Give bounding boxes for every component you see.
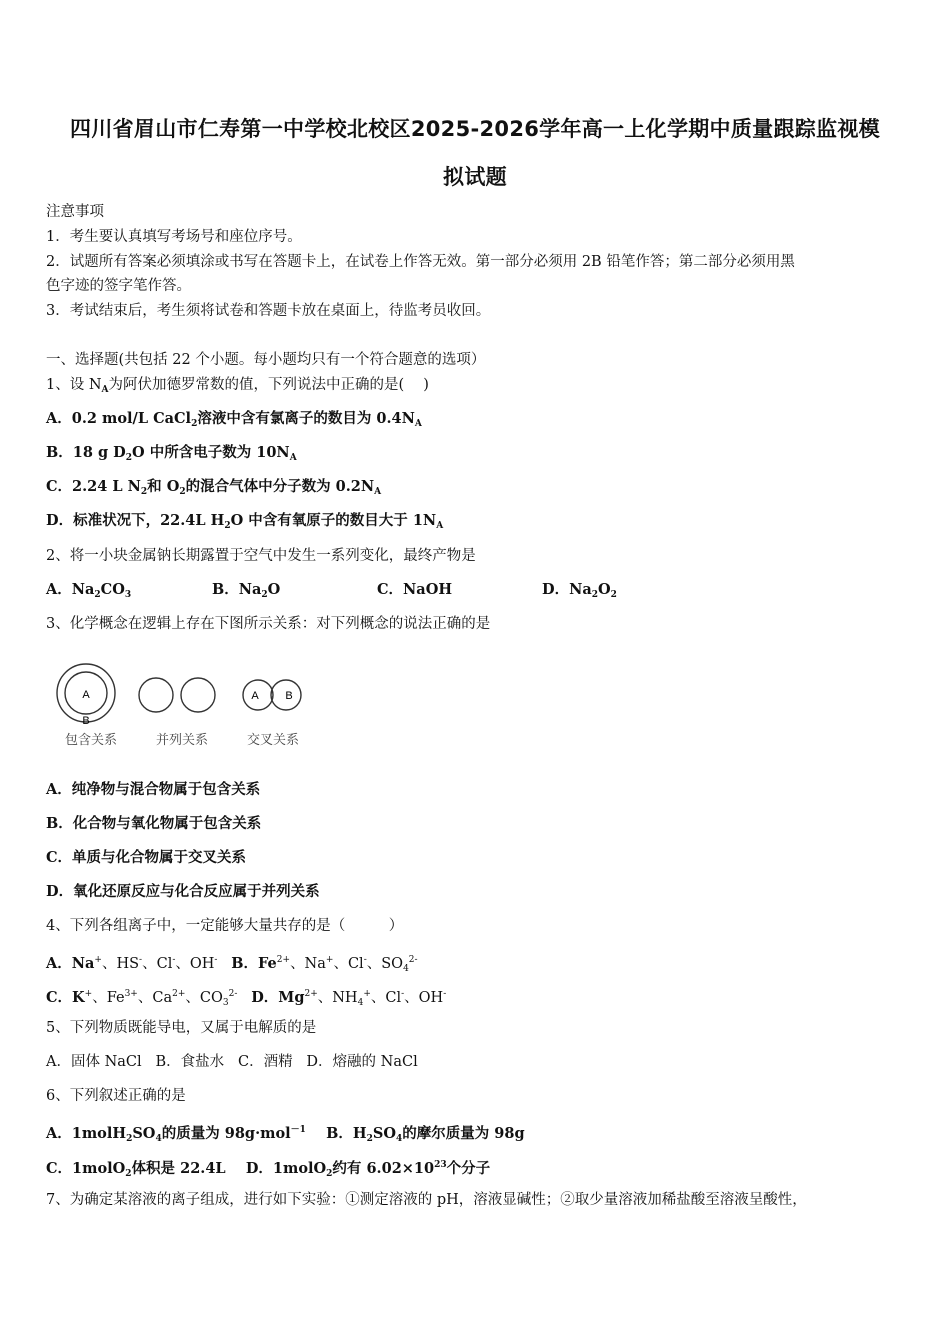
question-7-stem: 7、为确定某溶液的离子组成，进行如下实验：①测定溶液的 pH，溶液显碱性；②取少量溶液加稀盐酸至溶液呈酸性，	[46, 1192, 807, 1208]
question-6-option-c: C．1molO$_2$体积是 22.4L	[46, 1160, 226, 1179]
question-2-option-d: D．$Na_2O_2$	[542, 581, 617, 600]
notice-item-2-cont: 色字迹的签字笔作答。	[46, 278, 191, 294]
exam-title-line2: 拟试题	[443, 165, 507, 189]
notice-item-2: 2．试题所有答案必须填涂或书写在答题卡上，在试卷上作答无效。第一部分必须用 2B 铅笔作答；第二部分必须用黑	[46, 254, 795, 270]
question-3-stem: 3、化学概念在逻辑上存在下图所示关系：对下列概念的说法正确的是	[46, 616, 491, 632]
question-4-option-b: B．$Fe^{2+}$、Na+、Cl-、$SO_4^{2-}$	[231, 955, 418, 974]
question-4-option-c: C．K+、$Fe^{3+}$、$Ca^{2+}$、$CO_3^{2-}$	[46, 989, 238, 1008]
question-2-option-b: B．$Na_2O$	[212, 581, 281, 600]
question-4-option-d: D．$Mg^{2+}$、$NH_4^+$、Cl-、OH-	[251, 989, 447, 1008]
question-1-option-a: A．0.2 mol/L CaCl$_2$溶液中含有氯离子的数目为 $0.4N_A$	[46, 410, 422, 429]
notice-item-1: 1．考生要认真填写考场号和座位序号。	[46, 229, 302, 245]
concept-relation-diagram	[52, 662, 322, 762]
question-2-stem: 2、将一小块金属钠长期露置于空气中发生一系列变化，最终产物是	[46, 548, 476, 564]
question-5-option-c: C．酒精	[237, 1054, 293, 1070]
notice-heading: 注意事项	[46, 204, 104, 220]
question-3-option-a: A．纯净物与混合物属于包含关系	[46, 781, 261, 798]
intersection-label-a: A	[251, 690, 259, 702]
question-1-option-d: D．标准状况下，22.4L $H_2O$ 中含有氧原子的数目大于 $1N_A$	[46, 512, 444, 531]
question-5-option-d: D．熔融的 NaCl	[306, 1054, 418, 1070]
question-6-stem: 6、下列叙述正确的是	[46, 1088, 186, 1104]
question-4-options-ab	[46, 950, 418, 979]
intersection-label-b: B	[285, 690, 293, 702]
question-2-option-a: A．$Na_2CO_3$	[46, 581, 132, 600]
question-6-option-b: B．$H_2SO_4$的摩尔质量为 98g	[326, 1125, 525, 1144]
question-1-stem: 1、设 $N_A$为阿伏加德罗常数的值，下列说法中正确的是( )	[46, 377, 429, 395]
parallel-circle-1	[139, 678, 173, 712]
question-4-stem: 4、下列各组离子中，一定能够大量共存的是（ ）	[46, 918, 404, 934]
question-6-option-d: D．1molO$_2$约有 $6.02\times 10^{23}$个分子	[245, 1160, 491, 1179]
question-6-options-cd	[46, 1155, 490, 1184]
question-1-option-c: C．2.24 L $N_2$和 $O_2$的混合气体中分子数为 $0.2N_A$	[46, 478, 382, 497]
parallel-caption: 并列关系	[155, 733, 209, 748]
inclusion-label-b: B	[82, 715, 90, 727]
question-6-options-ab	[46, 1120, 525, 1149]
question-3-option-d: D．氧化还原反应与化合反应属于并列关系	[46, 883, 320, 900]
exam-title-line1: 四川省眉山市仁寿第一中学校北校区2025-2026学年高一上化学期中质量跟踪监视模	[70, 117, 880, 141]
question-1-option-b: B．18 g $D_2O$ 中所含电子数为 $10N_A$	[46, 444, 297, 463]
question-5-options	[46, 1052, 418, 1072]
question-4-option-a: A．Na+、HS-、Cl-、OH-	[46, 955, 218, 972]
inclusion-label-a: A	[82, 689, 90, 701]
question-4-options-cd	[46, 984, 446, 1013]
question-6-option-a: A．$1molH_2SO_4$的质量为 98g·mol$^{-1}$	[46, 1125, 306, 1144]
question-5-option-a: A．固体 NaCl	[46, 1054, 142, 1070]
question-2-options	[46, 580, 617, 605]
parallel-circle-2	[181, 678, 215, 712]
question-5-option-b: B．食盐水	[155, 1054, 225, 1070]
inclusion-caption: 包含关系	[64, 733, 118, 748]
question-2-option-c: C．NaOH	[377, 581, 453, 598]
notice-item-3: 3．考试结束后，考生须将试卷和答题卡放在桌面上，待监考员收回。	[46, 303, 491, 319]
question-5-stem: 5、下列物质既能导电，又属于电解质的是	[46, 1020, 317, 1036]
question-3-option-c: C．单质与化合物属于交叉关系	[46, 849, 247, 866]
question-3-option-b: B．化合物与氧化物属于包含关系	[46, 815, 262, 832]
section-heading: 一、选择题(共包括 22 个小题。每小题均只有一个符合题意的选项）	[46, 352, 486, 368]
intersection-caption: 交叉关系	[246, 733, 300, 748]
